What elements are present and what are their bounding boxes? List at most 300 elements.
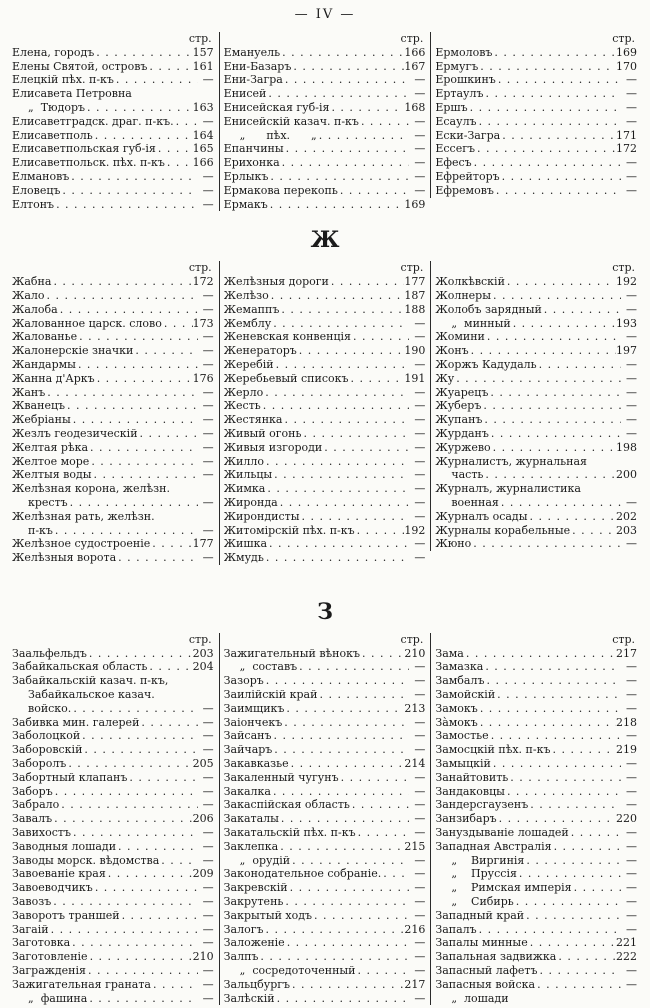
entry-term: Ермоловъ — [435, 45, 493, 59]
entry-term: Жалованье — [12, 330, 78, 344]
entry-term: Енисейскій казач. п-къ — [223, 114, 359, 128]
section-letter-heading: З — [317, 598, 333, 625]
index-entry — [435, 978, 637, 992]
index-entry — [435, 344, 637, 358]
index-entry — [224, 785, 426, 799]
entry-term: Ермакъ — [223, 197, 268, 211]
entry-term: Жу — [435, 371, 455, 385]
index-column — [430, 32, 642, 198]
dot-leader — [556, 950, 616, 964]
entry-term: Жандармы — [12, 357, 76, 371]
entry-page: — — [626, 537, 638, 551]
index-entry — [224, 303, 426, 317]
entry-page: — — [202, 715, 214, 729]
index-entry — [12, 156, 214, 170]
dot-leader — [464, 647, 616, 661]
entry-page: — — [414, 468, 426, 482]
entry-page: — — [626, 701, 638, 715]
dot-leader — [491, 289, 621, 303]
entry-term: Ермугъ — [435, 59, 479, 73]
index-entry — [224, 798, 426, 812]
entry-page: — — [202, 936, 214, 950]
entry-page: 157 — [192, 45, 214, 59]
entry-page: — — [626, 881, 638, 895]
index-column — [219, 261, 431, 565]
index-entry — [224, 482, 426, 496]
index-entry — [435, 936, 637, 950]
entry-page: — — [414, 482, 426, 496]
dot-leader — [537, 964, 621, 978]
dot-leader — [454, 372, 621, 386]
column-page-abbr: стр. — [400, 32, 424, 45]
entry-term: Жомини — [435, 330, 485, 344]
dot-leader — [282, 716, 409, 730]
entry-term: Забортный клапанъ — [12, 770, 128, 784]
index-entry — [224, 537, 426, 551]
entry-page: 165 — [192, 142, 214, 156]
index-entry — [435, 840, 637, 854]
entry-term: Жуарецъ — [435, 385, 489, 399]
entry-page: 197 — [616, 344, 638, 358]
dot-leader — [359, 115, 409, 129]
index-entry — [435, 964, 637, 978]
index-entry — [224, 60, 426, 74]
dot-leader — [483, 660, 621, 674]
entry-page: — — [202, 288, 214, 302]
dot-leader — [489, 729, 621, 743]
entry-page: — — [202, 977, 214, 991]
index-entry — [12, 289, 214, 303]
entry-term: Емануель — [223, 45, 281, 59]
entry-page: 206 — [192, 812, 214, 826]
entry-term: Забрало — [12, 798, 60, 812]
entry-page: — — [202, 895, 214, 909]
entry-term: Ефрейторъ — [435, 169, 500, 183]
entry-page: — — [202, 413, 214, 427]
entry-term: Ерихонка — [223, 156, 280, 170]
dot-leader — [165, 156, 193, 170]
entry-term: Жебріаны — [12, 413, 71, 427]
entry-term: Жанъ — [12, 385, 46, 399]
entry-page: — — [202, 523, 214, 537]
dot-leader — [485, 330, 621, 344]
entry-page: — — [414, 812, 426, 826]
entry-term: Елены Святой, островъ — [12, 59, 148, 73]
entry-term: п-къ — [28, 523, 53, 537]
entry-term: Заложеніе — [223, 936, 285, 950]
entry-term: Завоеводчикъ — [12, 881, 93, 895]
entry-term: Запалъ — [435, 922, 477, 936]
entry-term: Закалка — [223, 784, 271, 798]
entry-term: Замазка — [435, 660, 484, 674]
dot-leader — [468, 101, 621, 115]
index-entry — [435, 184, 637, 198]
entry-page: — — [202, 330, 214, 344]
entry-term: Ермакова перекопь — [223, 183, 338, 197]
dot-leader — [261, 399, 410, 413]
entry-term: Закрутень — [223, 895, 284, 909]
index-entry — [12, 551, 214, 565]
entry-term: „ орудій — [239, 853, 291, 867]
dot-leader — [338, 184, 410, 198]
dot-leader — [517, 867, 621, 881]
dot-leader — [280, 46, 404, 60]
dot-leader — [174, 115, 198, 129]
index-column — [430, 261, 642, 551]
entry-page: — — [626, 922, 638, 936]
dot-leader — [472, 156, 621, 170]
entry-term: Заилійскій край — [223, 688, 318, 702]
entry-term: Желѣзная корона, желѣзн. — [12, 482, 170, 496]
dot-leader — [285, 936, 410, 950]
entry-term: Завозъ — [12, 895, 52, 909]
index-entry — [224, 358, 426, 372]
entry-page: 217 — [616, 646, 638, 660]
entry-term: Журналъ осады — [435, 509, 528, 523]
entry-page: — — [626, 330, 638, 344]
index-entry — [12, 496, 214, 510]
index-entry — [12, 184, 214, 198]
entry-term: Женераторъ — [223, 344, 297, 358]
index-entry — [224, 344, 426, 358]
entry-page: — — [414, 784, 426, 798]
index-entry — [224, 688, 426, 702]
index-entry — [12, 909, 214, 923]
index-entry — [435, 771, 637, 785]
index-entry — [435, 716, 637, 730]
dot-leader — [350, 798, 409, 812]
entry-page: — — [414, 798, 426, 812]
sections — [0, 32, 650, 1005]
index-entry — [435, 101, 637, 115]
dot-leader — [156, 142, 193, 156]
index-entry — [224, 87, 426, 101]
entry-page: — — [202, 73, 214, 87]
index-entry — [224, 660, 426, 674]
dot-leader — [500, 129, 616, 143]
entry-term: Елисаветпольск. пѣх. п-къ — [12, 156, 165, 170]
index-entry — [12, 275, 214, 289]
entry-term: Забайкальская область — [12, 660, 148, 674]
entry-term: Залогъ — [223, 922, 264, 936]
dot-leader — [572, 881, 621, 895]
entry-term: Завалъ — [12, 812, 53, 826]
dot-leader — [348, 372, 404, 386]
entry-term: Забайкальское казач. — [28, 688, 155, 702]
entry-term: Зандаковцы — [435, 784, 505, 798]
dot-leader — [317, 688, 409, 702]
entry-term: Закаталы — [223, 812, 279, 826]
entry-term: Жиронда — [223, 495, 278, 509]
index-entry — [12, 129, 214, 143]
entry-page: — — [626, 100, 638, 114]
index-entry — [435, 413, 637, 427]
index-entry — [12, 441, 214, 455]
entry-page: — — [414, 991, 426, 1005]
dot-leader — [271, 729, 409, 743]
dot-leader — [527, 510, 616, 524]
index-entry — [12, 757, 214, 771]
entry-term: Заготовка — [12, 936, 71, 950]
entry-term: Жемаппъ — [223, 302, 280, 316]
entry-term: Жолобъ зарядный — [435, 302, 542, 316]
index-entry — [12, 537, 214, 551]
index-entry — [224, 399, 426, 413]
index-entry — [435, 330, 637, 344]
index-entry — [12, 702, 214, 716]
index-entry — [435, 826, 637, 840]
index-entry — [224, 129, 426, 143]
dot-leader — [86, 964, 198, 978]
index-entry — [12, 660, 214, 674]
index-entry — [435, 909, 637, 923]
entry-term: Загаій — [12, 922, 49, 936]
dot-leader — [271, 785, 409, 799]
entry-term: Ефесъ — [435, 156, 472, 170]
index-entry — [12, 950, 214, 964]
column-page-abbr: стр. — [612, 632, 636, 646]
index-entry — [435, 923, 637, 937]
entry-page: — — [414, 895, 426, 909]
entry-term: Жеребьевый списокъ — [223, 371, 349, 385]
dot-leader — [52, 812, 193, 826]
dot-leader — [478, 716, 616, 730]
entry-page: — — [414, 660, 426, 674]
index-entry — [224, 757, 426, 771]
entry-term: Житомірскій пѣх. п-къ — [223, 523, 355, 537]
entry-page: — — [414, 316, 426, 330]
index-entry — [224, 771, 426, 785]
index-entry — [12, 115, 214, 129]
entry-page: — — [414, 881, 426, 895]
entry-term: Заготовленіе — [12, 950, 88, 964]
entry-term: Западный край — [435, 908, 525, 922]
dot-leader — [80, 729, 198, 743]
index-entry — [12, 771, 214, 785]
entry-page: 198 — [616, 440, 638, 454]
dot-leader — [301, 427, 409, 441]
dot-leader — [284, 702, 404, 716]
entry-term: Заболоцкой — [12, 729, 81, 743]
dot-leader — [114, 73, 198, 87]
dot-leader — [499, 496, 621, 510]
column-page-abbr: стр. — [188, 632, 212, 646]
dot-leader — [66, 757, 192, 771]
entry-page: — — [202, 426, 214, 440]
index-entry — [224, 496, 426, 510]
index-entry — [435, 798, 637, 812]
entry-term: Желѣзо — [223, 288, 269, 302]
entry-page: — — [626, 495, 638, 509]
entry-page: 217 — [404, 977, 426, 991]
dot-leader — [65, 399, 198, 413]
dot-leader — [127, 771, 197, 785]
entry-page: — — [202, 454, 214, 468]
entry-term: „ Римская имперія — [451, 881, 572, 895]
entry-page: — — [626, 413, 638, 427]
entry-term: Есаулъ — [435, 114, 477, 128]
entry-page: — — [414, 688, 426, 702]
index-entry — [435, 688, 637, 702]
entry-page: — — [202, 114, 214, 128]
dot-leader — [274, 358, 410, 372]
entry-page: — — [626, 826, 638, 840]
index-entry — [435, 289, 637, 303]
index-entry — [224, 198, 426, 212]
entry-page: — — [414, 743, 426, 757]
entry-page: — — [202, 743, 214, 757]
dot-leader — [151, 978, 198, 992]
entry-term: Елмановъ — [12, 169, 70, 183]
entry-page: — — [202, 853, 214, 867]
entry-page: — — [626, 114, 638, 128]
index-entry — [435, 427, 637, 441]
entry-term: Загражденія — [12, 964, 86, 978]
dot-leader — [150, 537, 192, 551]
index-entry — [224, 101, 426, 115]
dot-leader — [116, 840, 198, 854]
dot-leader — [312, 909, 409, 923]
entry-page: — — [414, 770, 426, 784]
entry-page: — — [202, 922, 214, 936]
index-entry — [435, 142, 637, 156]
entry-page: — — [414, 509, 426, 523]
index-entry — [12, 743, 214, 757]
dot-leader — [492, 46, 616, 60]
index-entry — [435, 881, 637, 895]
entry-term: Жеребій — [223, 357, 274, 371]
dot-leader — [271, 317, 409, 331]
index-column — [219, 633, 431, 1006]
entry-term: Зальцбургъ — [223, 977, 291, 991]
entry-term: Закавказье — [223, 757, 289, 771]
entry-term: Запасный лафетъ — [435, 964, 538, 978]
dot-leader — [120, 909, 198, 923]
entry-term: Енисейская губ-ія — [223, 100, 330, 114]
entry-term: Заальфельдъ — [12, 646, 87, 660]
entry-term: Зайсанъ — [223, 729, 272, 743]
entry-term: Ерлыкъ — [223, 169, 269, 183]
index-entry — [224, 840, 426, 854]
index-entry — [12, 87, 214, 101]
entry-page: — — [414, 426, 426, 440]
entry-page: — — [202, 468, 214, 482]
dot-leader — [299, 510, 409, 524]
entry-page: 200 — [616, 468, 638, 482]
entry-term: Живыя изгороди — [223, 440, 323, 454]
column-page-abbr: стр. — [612, 32, 636, 45]
dot-leader — [524, 854, 621, 868]
index-column — [8, 261, 219, 565]
index-entry — [12, 812, 214, 826]
entry-page: 170 — [616, 59, 638, 73]
entry-term: Заимщикъ — [223, 701, 285, 715]
entry-term: Замойскій — [435, 688, 496, 702]
dot-leader — [265, 482, 409, 496]
dot-leader — [258, 950, 409, 964]
entry-term: Заборъ — [12, 784, 53, 798]
dot-leader — [147, 60, 192, 74]
entry-page: 166 — [192, 156, 214, 170]
index-entry — [12, 386, 214, 400]
entry-term: Зажигательная граната — [12, 977, 151, 991]
dot-leader — [356, 964, 410, 978]
index-entry — [224, 936, 426, 950]
dot-leader — [268, 170, 409, 184]
dot-leader — [279, 303, 404, 317]
entry-term: „ Сибирь — [451, 895, 514, 909]
entry-page: 192 — [616, 275, 638, 289]
index-entry — [224, 455, 426, 469]
dot-leader — [280, 156, 410, 170]
index-entry — [435, 358, 637, 372]
entry-term: Зануздываніе лошадей — [435, 826, 569, 840]
dot-leader — [488, 386, 621, 400]
entry-page: — — [202, 169, 214, 183]
index-entry — [12, 992, 214, 1006]
dot-leader — [481, 399, 621, 413]
entry-page: — — [626, 867, 638, 881]
index-entry — [435, 399, 637, 413]
entry-term: Жало — [12, 288, 45, 302]
entry-page: 221 — [616, 936, 638, 950]
dot-leader — [53, 524, 198, 538]
entry-term: Замостье — [435, 729, 489, 743]
dot-leader — [283, 895, 409, 909]
entry-page: — — [626, 674, 638, 688]
entry-term: Елисавета Петровна — [12, 87, 132, 101]
entry-page: 203 — [616, 523, 638, 537]
index-entry — [435, 895, 637, 909]
index-entry — [224, 275, 426, 289]
index-entry — [224, 46, 426, 60]
dot-leader — [88, 950, 193, 964]
entry-page: — — [626, 908, 638, 922]
column-page-abbr: стр. — [400, 632, 424, 646]
dot-leader — [552, 840, 621, 854]
entry-term: Зайчаръ — [223, 743, 273, 757]
entry-page: — — [414, 908, 426, 922]
entry-page: — — [202, 964, 214, 978]
entry-page: — — [414, 440, 426, 454]
index-entry — [435, 524, 637, 538]
entry-page: — — [626, 426, 638, 440]
entry-page: — — [626, 73, 638, 87]
entry-term: „ Пруссія — [451, 867, 517, 881]
index-column — [8, 32, 219, 211]
entry-term: Ертаулъ — [435, 87, 484, 101]
entry-page: 171 — [616, 128, 638, 142]
index-entry — [435, 468, 637, 482]
index-entry — [435, 812, 637, 826]
index-entry — [224, 184, 426, 198]
entry-term: Елисаветпольская губ-ія — [12, 142, 156, 156]
index-entry — [224, 674, 426, 688]
entry-page: — — [414, 867, 426, 881]
entry-term: Запалы минные — [435, 936, 528, 950]
index-entry — [224, 923, 426, 937]
entry-term: Журналы корабельные — [435, 523, 571, 537]
entry-term: Ени-Загра — [223, 73, 283, 87]
index-entry — [12, 978, 214, 992]
dot-leader — [497, 812, 616, 826]
index-entry — [435, 537, 637, 551]
entry-page: 164 — [192, 128, 214, 142]
entry-page: 172 — [192, 275, 214, 289]
dot-leader — [478, 702, 621, 716]
dot-leader — [263, 923, 404, 937]
entry-page: — — [414, 330, 426, 344]
